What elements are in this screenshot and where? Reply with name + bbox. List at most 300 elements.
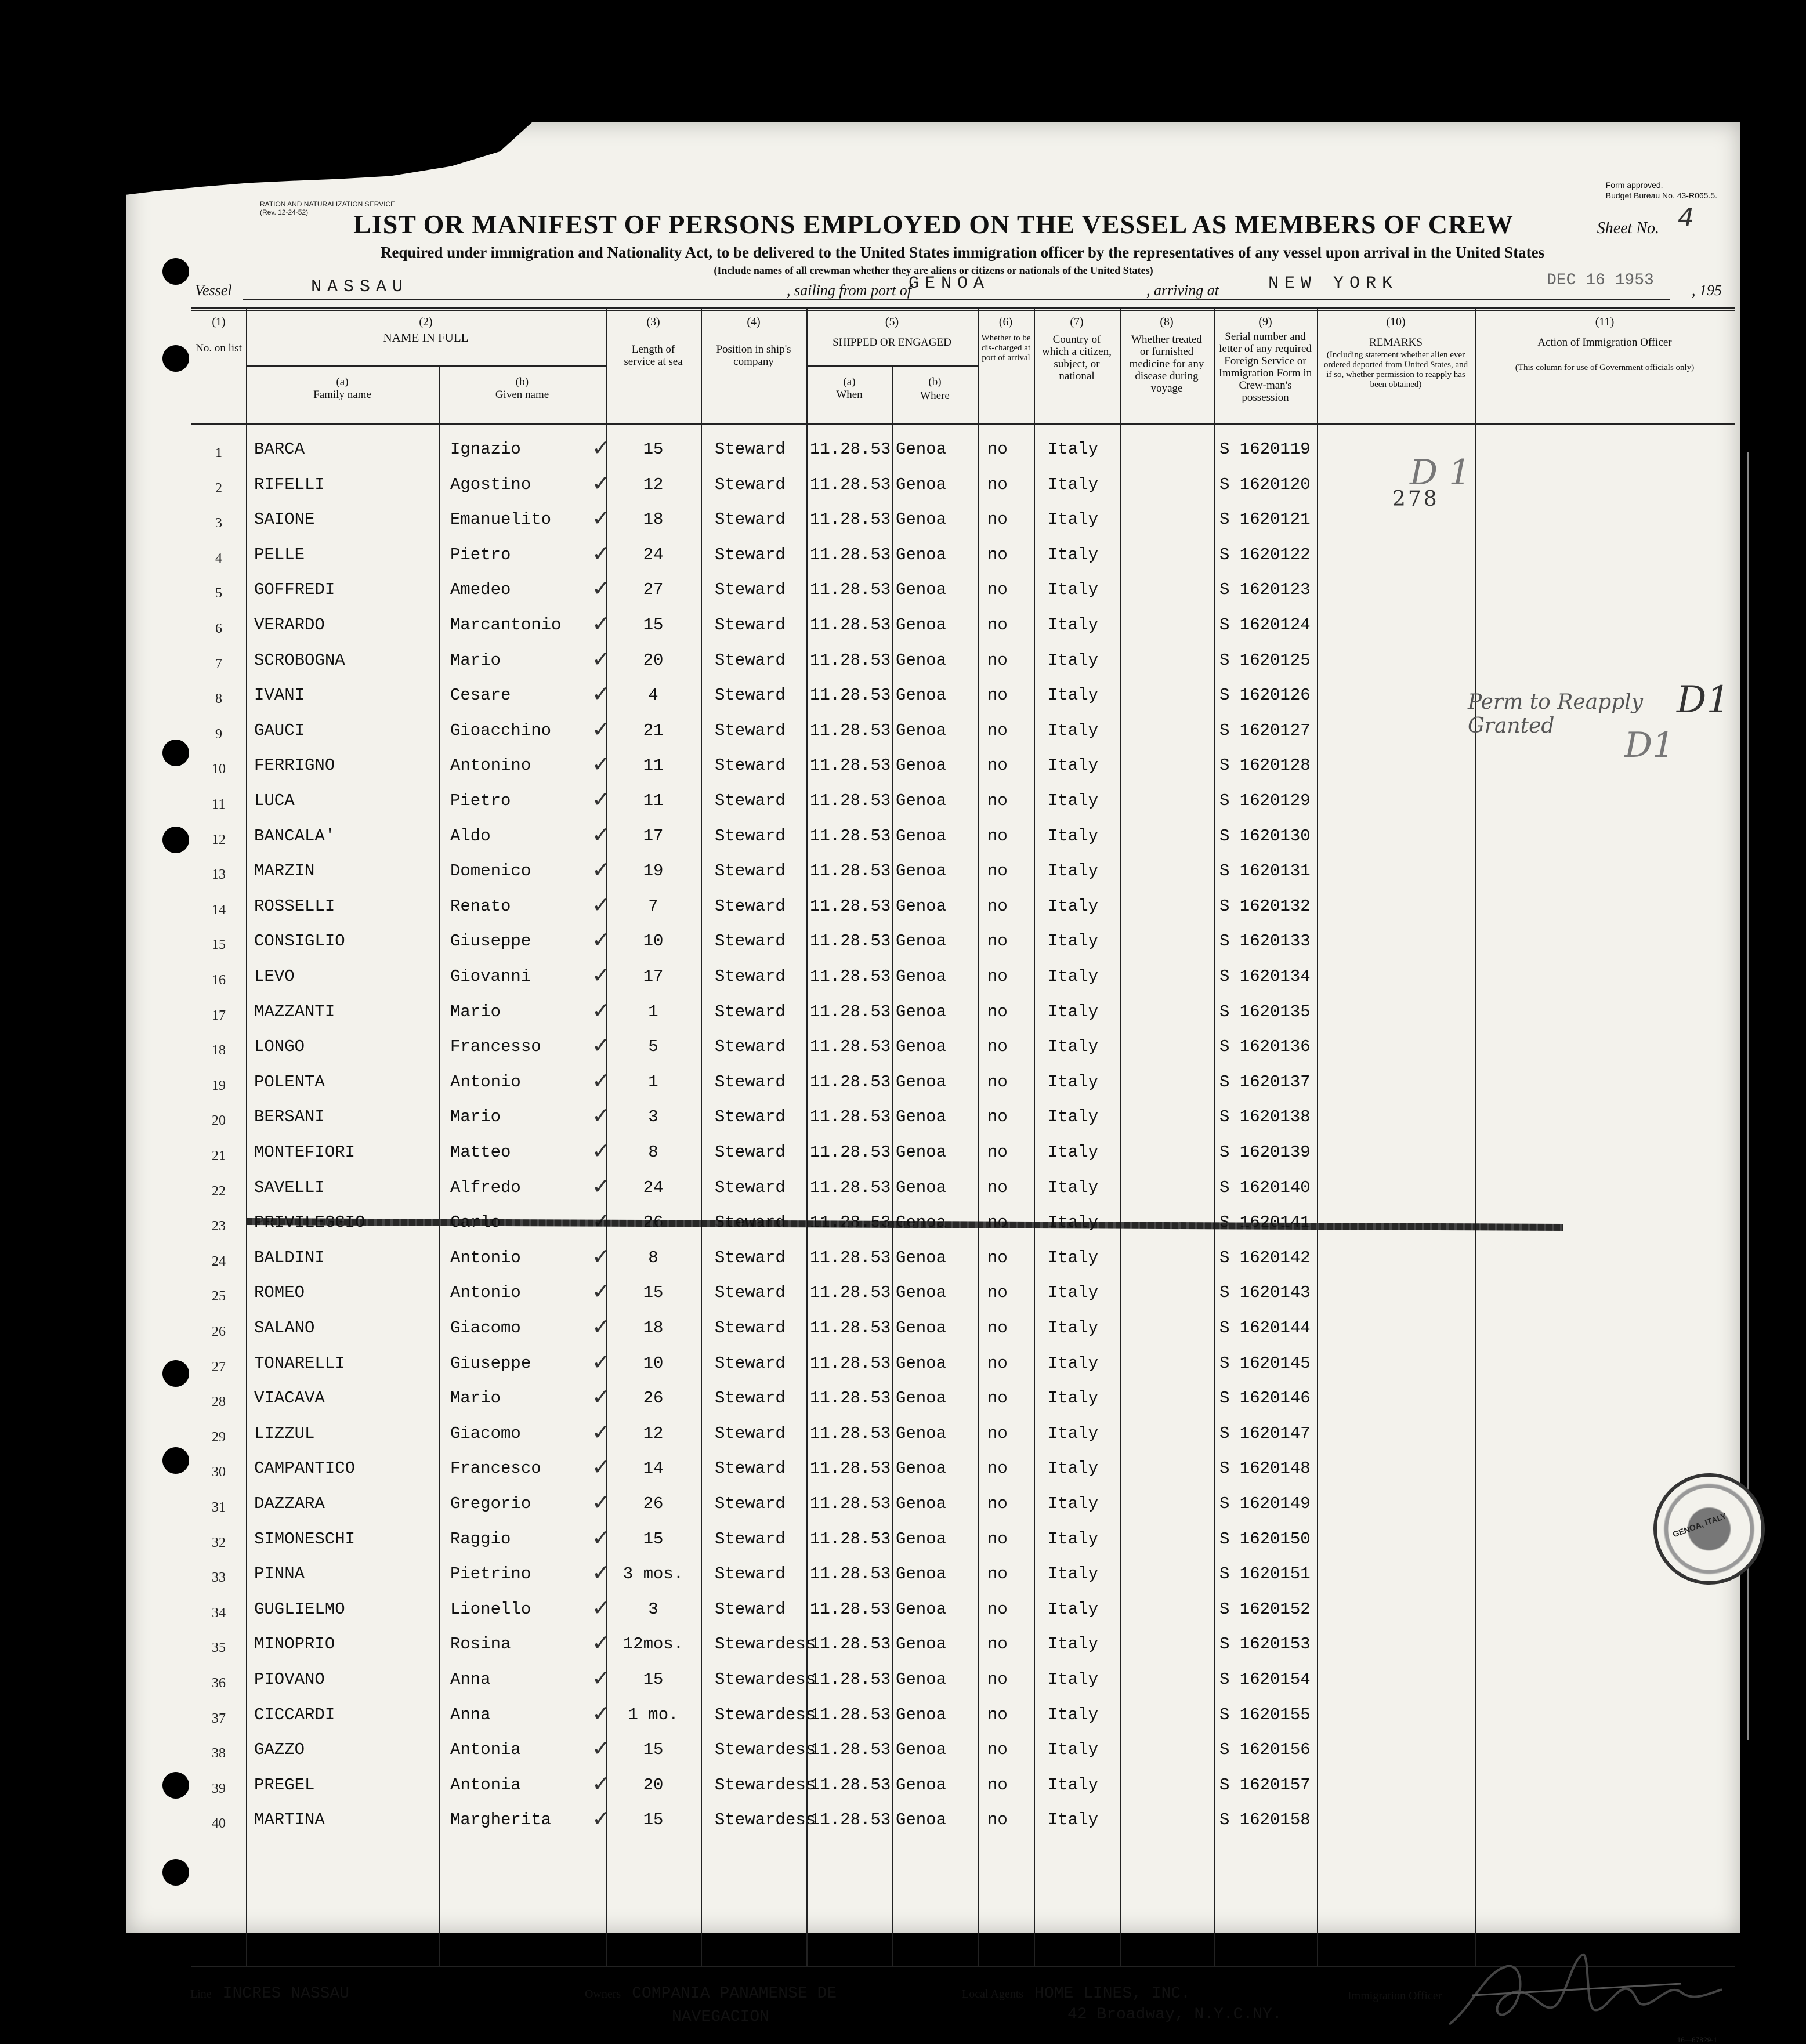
cell-family: PREGEL	[254, 1775, 315, 1795]
table-row	[191, 1626, 1735, 1662]
cell-given: Pietrino	[450, 1564, 531, 1584]
cell-when: 11.28.53	[810, 861, 891, 881]
cell-position: Steward	[715, 1002, 786, 1021]
table-row	[191, 1416, 1735, 1451]
cell-length: 15	[643, 1670, 664, 1689]
cell-family: IVANI	[254, 686, 305, 705]
col-number: (5)	[885, 316, 899, 328]
cell-country: Italy	[1048, 1775, 1099, 1795]
action-d1-row1: D 1	[1410, 452, 1471, 493]
cell-when: 11.28.53	[810, 1599, 891, 1619]
cell-discharged: no	[987, 510, 1008, 530]
cell-serial: S 1620126	[1219, 686, 1311, 705]
cell-n: 31	[212, 1500, 226, 1515]
cell-n: 33	[212, 1570, 226, 1586]
cell-discharged: no	[987, 932, 1008, 951]
cell-n: 28	[212, 1394, 226, 1410]
cell-when: 11.28.53	[810, 791, 891, 810]
checkmark-icon: ✓	[592, 1700, 610, 1726]
cell-discharged: no	[987, 1705, 1008, 1724]
checkmark-icon: ✓	[592, 1314, 610, 1339]
cell-when: 11.28.53	[810, 1775, 891, 1795]
cell-where: Genoa	[896, 440, 947, 459]
cell-n: 19	[212, 1078, 226, 1093]
cell-family: BARCA	[254, 440, 305, 459]
table-row	[191, 783, 1735, 818]
cell-country: Italy	[1048, 1353, 1099, 1373]
table-row	[191, 1592, 1735, 1627]
cell-when: 11.28.53	[810, 1143, 891, 1162]
cell-where: Genoa	[896, 1670, 947, 1689]
cell-n: 4	[215, 550, 222, 566]
cell-discharged: no	[987, 1143, 1008, 1162]
cell-serial: S 1620144	[1219, 1318, 1311, 1338]
cell-length: 20	[643, 650, 664, 670]
cell-where: Genoa	[896, 1635, 947, 1654]
vessel-rule	[243, 299, 1670, 300]
cell-where: Genoa	[896, 1353, 947, 1373]
cell-when: 11.28.53	[810, 826, 891, 846]
cell-discharged: no	[987, 474, 1008, 494]
cell-position: Steward	[715, 686, 786, 705]
cell-when: 11.28.53	[810, 615, 891, 635]
cell-family: FERRIGNO	[254, 756, 335, 775]
punch-hole-icon	[162, 345, 189, 372]
cell-length: 17	[643, 826, 664, 846]
cell-when: 11.28.53	[810, 1529, 891, 1549]
cell-serial: S 1620150	[1219, 1529, 1311, 1549]
cell-country: Italy	[1048, 1494, 1099, 1513]
cell-length: 3	[648, 1599, 658, 1619]
checkmark-icon: ✓	[592, 1138, 610, 1164]
cell-when: 11.28.53	[810, 1037, 891, 1057]
cell-when: 11.28.53	[810, 1564, 891, 1584]
cell-serial: S 1620132	[1219, 896, 1311, 916]
cell-length: 1	[648, 1072, 658, 1092]
cell-position: Stewardess	[715, 1775, 816, 1795]
cell-n: 3	[215, 516, 222, 531]
cell-n: 16	[212, 973, 226, 988]
cell-when: 11.28.53	[810, 756, 891, 775]
cell-when: 11.28.53	[810, 1177, 891, 1197]
cell-country: Italy	[1048, 440, 1099, 459]
cell-n: 30	[212, 1465, 226, 1480]
cell-family: DAZZARA	[254, 1494, 325, 1513]
cell-discharged: no	[987, 1037, 1008, 1057]
cell-given: Mario	[450, 650, 501, 670]
checkmark-icon: ✓	[592, 1454, 610, 1480]
line-value: INCRES NASSAU	[222, 1985, 350, 2003]
cell-given: Aldo	[450, 826, 491, 846]
cell-given: Cesare	[450, 686, 511, 705]
checkmark-icon: ✓	[592, 1103, 610, 1129]
cell-serial: S 1620130	[1219, 826, 1311, 846]
cell-length: 24	[643, 1177, 664, 1197]
cell-n: 2	[215, 480, 222, 496]
cell-family: SAVELLI	[254, 1177, 325, 1197]
punch-hole-icon	[162, 1772, 189, 1799]
cell-where: Genoa	[896, 756, 947, 775]
cell-country: Italy	[1048, 545, 1099, 564]
cell-position: Steward	[715, 545, 786, 564]
cell-given: Mario	[450, 1389, 501, 1408]
cell-n: 21	[212, 1148, 226, 1164]
cell-serial: S 1620153	[1219, 1635, 1311, 1654]
cell-where: Genoa	[896, 650, 947, 670]
cell-position: Steward	[715, 1037, 786, 1057]
cell-when: 11.28.53	[810, 1670, 891, 1689]
print-code: 16—67829-1	[1677, 2036, 1717, 2044]
cell-when: 11.28.53	[810, 510, 891, 530]
cell-length: 18	[643, 510, 664, 530]
cell-serial: S 1620147	[1219, 1423, 1311, 1443]
cell-position: Steward	[715, 1072, 786, 1092]
cell-discharged: no	[987, 440, 1008, 459]
table-row	[191, 748, 1735, 783]
cell-family: BERSANI	[254, 1107, 325, 1127]
form-ref-line-2: (Rev. 12-24-52)	[260, 208, 309, 216]
cell-when: 11.28.53	[810, 1459, 891, 1478]
cell-family: POLENTA	[254, 1072, 325, 1092]
checkmark-icon: ✓	[592, 1384, 610, 1410]
cell-country: Italy	[1048, 510, 1099, 530]
cell-given: Antonio	[450, 1283, 521, 1303]
cell-n: 15	[212, 937, 226, 953]
cell-discharged: no	[987, 615, 1008, 635]
cell-discharged: no	[987, 1775, 1008, 1795]
cell-where: Genoa	[896, 1494, 947, 1513]
checkmark-icon: ✓	[592, 997, 610, 1023]
cell-serial: S 1620123	[1219, 580, 1311, 600]
cell-serial: S 1620135	[1219, 1002, 1311, 1021]
cell-position: Steward	[715, 967, 786, 986]
cell-where: Genoa	[896, 1459, 947, 1478]
header-family-a: (a)	[336, 376, 349, 388]
table-row	[191, 1732, 1735, 1767]
cell-discharged: no	[987, 1459, 1008, 1478]
checkmark-icon: ✓	[592, 1770, 610, 1796]
cell-length: 15	[643, 440, 664, 459]
checkmark-icon: ✓	[592, 1524, 610, 1550]
checkmark-icon: ✓	[592, 540, 610, 566]
footer-agents	[962, 1985, 1190, 2003]
table-row	[191, 1205, 1735, 1240]
header-name-in-full: NAME IN FULL	[383, 331, 469, 345]
cell-country: Italy	[1048, 615, 1099, 635]
cell-where: Genoa	[896, 686, 947, 705]
remark-row2: 278	[1392, 487, 1439, 511]
cell-serial: S 1620122	[1219, 545, 1311, 564]
checkmark-icon: ✓	[592, 751, 610, 777]
cell-length: 26	[643, 1389, 664, 1408]
cell-where: Genoa	[896, 1143, 947, 1162]
cell-n: 1	[215, 445, 222, 461]
cell-family: SALANO	[254, 1318, 315, 1338]
cell-serial: S 1620136	[1219, 1037, 1311, 1057]
cell-serial: S 1620155	[1219, 1705, 1311, 1724]
cell-family: PELLE	[254, 545, 305, 564]
cell-family: SIMONESCHI	[254, 1529, 356, 1549]
header-remarks-note: (Including statement whether alien ever ordered deported from United States, and if so, whether permission to reapply has been obtained)	[1323, 350, 1468, 389]
cell-n: 39	[212, 1781, 226, 1796]
table-row	[191, 1346, 1735, 1381]
table-row	[191, 1310, 1735, 1346]
cell-discharged: no	[987, 1283, 1008, 1303]
cell-discharged: no	[987, 720, 1008, 740]
cell-length: 10	[643, 1353, 664, 1373]
checkmark-icon: ✓	[592, 1806, 610, 1832]
footer-officer	[1348, 1989, 1442, 2003]
col-number: (9)	[1258, 316, 1272, 328]
action-d1-row9: D1	[1624, 725, 1675, 766]
cell-where: Genoa	[896, 1248, 947, 1267]
table-row	[191, 1486, 1735, 1521]
checkmark-icon: ✓	[592, 1594, 610, 1621]
cell-discharged: no	[987, 1810, 1008, 1830]
checkmark-icon: ✓	[592, 681, 610, 707]
cell-position: Steward	[715, 1529, 786, 1549]
cell-length: 8	[648, 1248, 658, 1267]
cell-family: BALDINI	[254, 1248, 325, 1267]
cell-country: Italy	[1048, 1810, 1099, 1830]
cell-position: Steward	[715, 1177, 786, 1197]
cell-n: 7	[215, 656, 222, 672]
form-approved-note	[1606, 180, 1717, 201]
cell-country: Italy	[1048, 826, 1099, 846]
table-row	[191, 889, 1735, 924]
cell-serial: S 1620140	[1219, 1177, 1311, 1197]
table-row	[191, 1521, 1735, 1557]
cell-length: 20	[643, 1775, 664, 1795]
cell-family: CAMPANTICO	[254, 1459, 356, 1478]
cell-country: Italy	[1048, 686, 1099, 705]
cell-family: MAZZANTI	[254, 1002, 335, 1021]
cell-position: Stewardess	[715, 1740, 816, 1760]
col-number: (11)	[1595, 316, 1615, 328]
cell-length: 19	[643, 861, 664, 881]
table-row	[191, 537, 1735, 572]
cell-position: Steward	[715, 1283, 786, 1303]
cell-n: 8	[215, 691, 222, 707]
header-family-name: Family name	[313, 389, 371, 401]
cell-family: ROSSELLI	[254, 896, 335, 916]
document-title: LIST OR MANIFEST OF PERSONS EMPLOYED ON THE VESSEL AS MEMBERS OF CREW	[353, 209, 1514, 239]
cell-length: 1	[648, 1002, 658, 1021]
table-row	[191, 643, 1735, 678]
cell-position: Steward	[715, 1423, 786, 1443]
cell-family: SAIONE	[254, 510, 315, 530]
cell-discharged: no	[987, 1389, 1008, 1408]
cell-family: VERARDO	[254, 615, 325, 635]
crew-table	[191, 307, 1735, 1966]
cell-serial: S 1620133	[1219, 932, 1311, 951]
cell-discharged: no	[987, 791, 1008, 810]
budget-bureau-number: Budget Bureau No. 43-R065.5.	[1605, 191, 1717, 200]
cell-position: Steward	[715, 720, 786, 740]
header-action-note: (This column for use of Government officials only)	[1515, 363, 1695, 372]
owners-label: Owners	[585, 1988, 621, 2000]
table-row	[191, 1099, 1735, 1135]
cell-when: 11.28.53	[810, 545, 891, 564]
officer-signature	[1438, 1937, 1728, 2042]
cell-where: Genoa	[896, 932, 947, 951]
cell-serial: S 1620142	[1219, 1248, 1311, 1267]
cell-when: 11.28.53	[810, 720, 891, 740]
cell-serial: S 1620145	[1219, 1353, 1311, 1373]
col-number: (2)	[419, 316, 433, 328]
cell-length: 8	[648, 1143, 658, 1162]
checkmark-icon: ✓	[592, 891, 610, 918]
cell-when: 11.28.53	[810, 1740, 891, 1760]
table-row	[191, 1275, 1735, 1310]
cell-discharged: no	[987, 1072, 1008, 1092]
cell-where: Genoa	[896, 1599, 947, 1619]
cell-discharged: no	[987, 1353, 1008, 1373]
name-header-rule	[246, 365, 606, 367]
cell-given: Pietro	[450, 545, 511, 564]
cell-discharged: no	[987, 896, 1008, 916]
cell-where: Genoa	[896, 580, 947, 600]
cell-position: Steward	[715, 650, 786, 670]
cell-n: 35	[212, 1640, 226, 1656]
footer-line	[190, 1985, 349, 2003]
cell-discharged: no	[987, 580, 1008, 600]
cell-family: LONGO	[254, 1037, 305, 1057]
header-when: When	[836, 389, 863, 401]
cell-given: Renato	[450, 896, 511, 916]
cell-n: 36	[212, 1676, 226, 1691]
checkmark-icon: ✓	[592, 575, 610, 601]
officer-label: Immigration Officer	[1348, 1989, 1442, 2002]
cell-when: 11.28.53	[810, 896, 891, 916]
cell-country: Italy	[1048, 791, 1099, 810]
cell-length: 12	[643, 474, 664, 494]
table-row	[191, 1697, 1735, 1733]
checkmark-icon: ✓	[592, 857, 610, 883]
cell-position: Steward	[715, 1318, 786, 1338]
cell-when: 11.28.53	[810, 440, 891, 459]
cell-when: 11.28.53	[810, 1494, 891, 1513]
cell-where: Genoa	[896, 1283, 947, 1303]
cell-n: 6	[215, 621, 222, 636]
cell-position: Steward	[715, 791, 786, 810]
cell-n: 18	[212, 1043, 226, 1059]
sailing-label: , sailing from port of	[787, 282, 912, 299]
cell-position: Steward	[715, 826, 786, 846]
agents-label: Local Agents	[962, 1988, 1024, 2000]
punch-hole-icon	[162, 1360, 189, 1387]
table-row	[191, 572, 1735, 607]
cell-discharged: no	[987, 1177, 1008, 1197]
cell-where: Genoa	[896, 861, 947, 881]
checkmark-icon: ✓	[592, 646, 610, 672]
cell-length: 26	[643, 1494, 664, 1513]
cell-given: Giacomo	[450, 1423, 521, 1443]
cell-family: LEVO	[254, 967, 295, 986]
col-number: (8)	[1160, 316, 1174, 328]
cell-given: Rosina	[450, 1635, 511, 1654]
cell-serial: S 1620131	[1219, 861, 1311, 881]
cell-where: Genoa	[896, 1107, 947, 1127]
cell-where: Genoa	[896, 1740, 947, 1760]
cell-when: 11.28.53	[810, 1248, 891, 1267]
col-number: (6)	[998, 316, 1013, 328]
cell-country: Italy	[1048, 580, 1099, 600]
cell-where: Genoa	[896, 791, 947, 810]
cell-family: GAUCI	[254, 720, 305, 740]
form-ref-line-1: RATION AND NATURALIZATION SERVICE	[260, 200, 396, 208]
cell-length: 1 mo.	[628, 1705, 679, 1724]
cell-n: 22	[212, 1183, 226, 1199]
cell-length: 18	[643, 1318, 664, 1338]
cell-where: Genoa	[896, 1564, 947, 1584]
cell-position: Steward	[715, 1494, 786, 1513]
table-row	[191, 1135, 1735, 1170]
cell-position: Stewardess	[715, 1670, 816, 1689]
cell-where: Genoa	[896, 1002, 947, 1021]
cell-length: 15	[643, 615, 664, 635]
cell-length: 5	[648, 1037, 658, 1057]
cell-given: Giacomo	[450, 1318, 521, 1338]
cell-country: Italy	[1048, 1705, 1099, 1724]
cell-given: Giuseppe	[450, 1353, 531, 1373]
stamp-text: GENOA, ITALY	[1671, 1511, 1728, 1539]
cell-length: 21	[643, 720, 664, 740]
cell-length: 12	[643, 1423, 664, 1443]
cell-position: Steward	[715, 1107, 786, 1127]
cell-country: Italy	[1048, 967, 1099, 986]
port-to: NEW YORK	[1268, 274, 1399, 293]
cell-family: CONSIGLIO	[254, 932, 345, 951]
header-action: Action of Immigration Officer	[1537, 336, 1672, 349]
cell-position: Steward	[715, 861, 786, 881]
table-row	[191, 959, 1735, 994]
vessel-line	[195, 271, 1729, 300]
cell-position: Steward	[715, 510, 786, 530]
cell-serial: S 1620129	[1219, 791, 1311, 810]
document-subtitle: Required under immigration and Nationality Act, to be delivered to the United States immigration officer by the representatives of any vessel upon arrival in the United States	[380, 244, 1545, 261]
checkmark-icon: ✓	[592, 821, 610, 847]
cell-n: 23	[212, 1219, 226, 1234]
cell-n: 12	[212, 832, 226, 847]
cell-family: MINOPRIO	[254, 1635, 335, 1654]
include-note: (Include names of all crewman whether they are aliens or citizens or nationals of the United States)	[714, 264, 1153, 276]
cell-where: Genoa	[896, 1318, 947, 1338]
checkmark-icon: ✓	[592, 505, 610, 531]
header-serial: Serial number and letter of any required Foreign Service or Immigration Form in Crew-man's possession	[1218, 331, 1312, 404]
header-discharged: Whether to be dis-charged at port of arrival	[981, 334, 1031, 363]
checkmark-icon: ✓	[592, 1560, 610, 1586]
cell-position: Steward	[715, 1459, 786, 1478]
cell-n: 27	[212, 1359, 226, 1375]
cell-family: MARTINA	[254, 1810, 325, 1830]
header-bottom-rule	[191, 423, 1735, 425]
header-shipped: SHIPPED OR ENGAGED	[833, 336, 951, 349]
arriving-label: , arriving at	[1146, 282, 1219, 299]
cell-n: 17	[212, 1007, 226, 1023]
cell-given: Antonio	[450, 1248, 521, 1267]
cell-given: Antonia	[450, 1775, 521, 1795]
cell-position: Steward	[715, 1353, 786, 1373]
cell-family: BANCALA'	[254, 826, 335, 846]
cell-country: Italy	[1048, 1459, 1099, 1478]
cell-where: Genoa	[896, 474, 947, 494]
checkmark-icon: ✓	[592, 1243, 610, 1269]
cell-where: Genoa	[896, 1072, 947, 1092]
cell-discharged: no	[987, 1740, 1008, 1760]
cell-family: GOFFREDI	[254, 580, 335, 600]
sheet-number: 4	[1678, 203, 1694, 233]
